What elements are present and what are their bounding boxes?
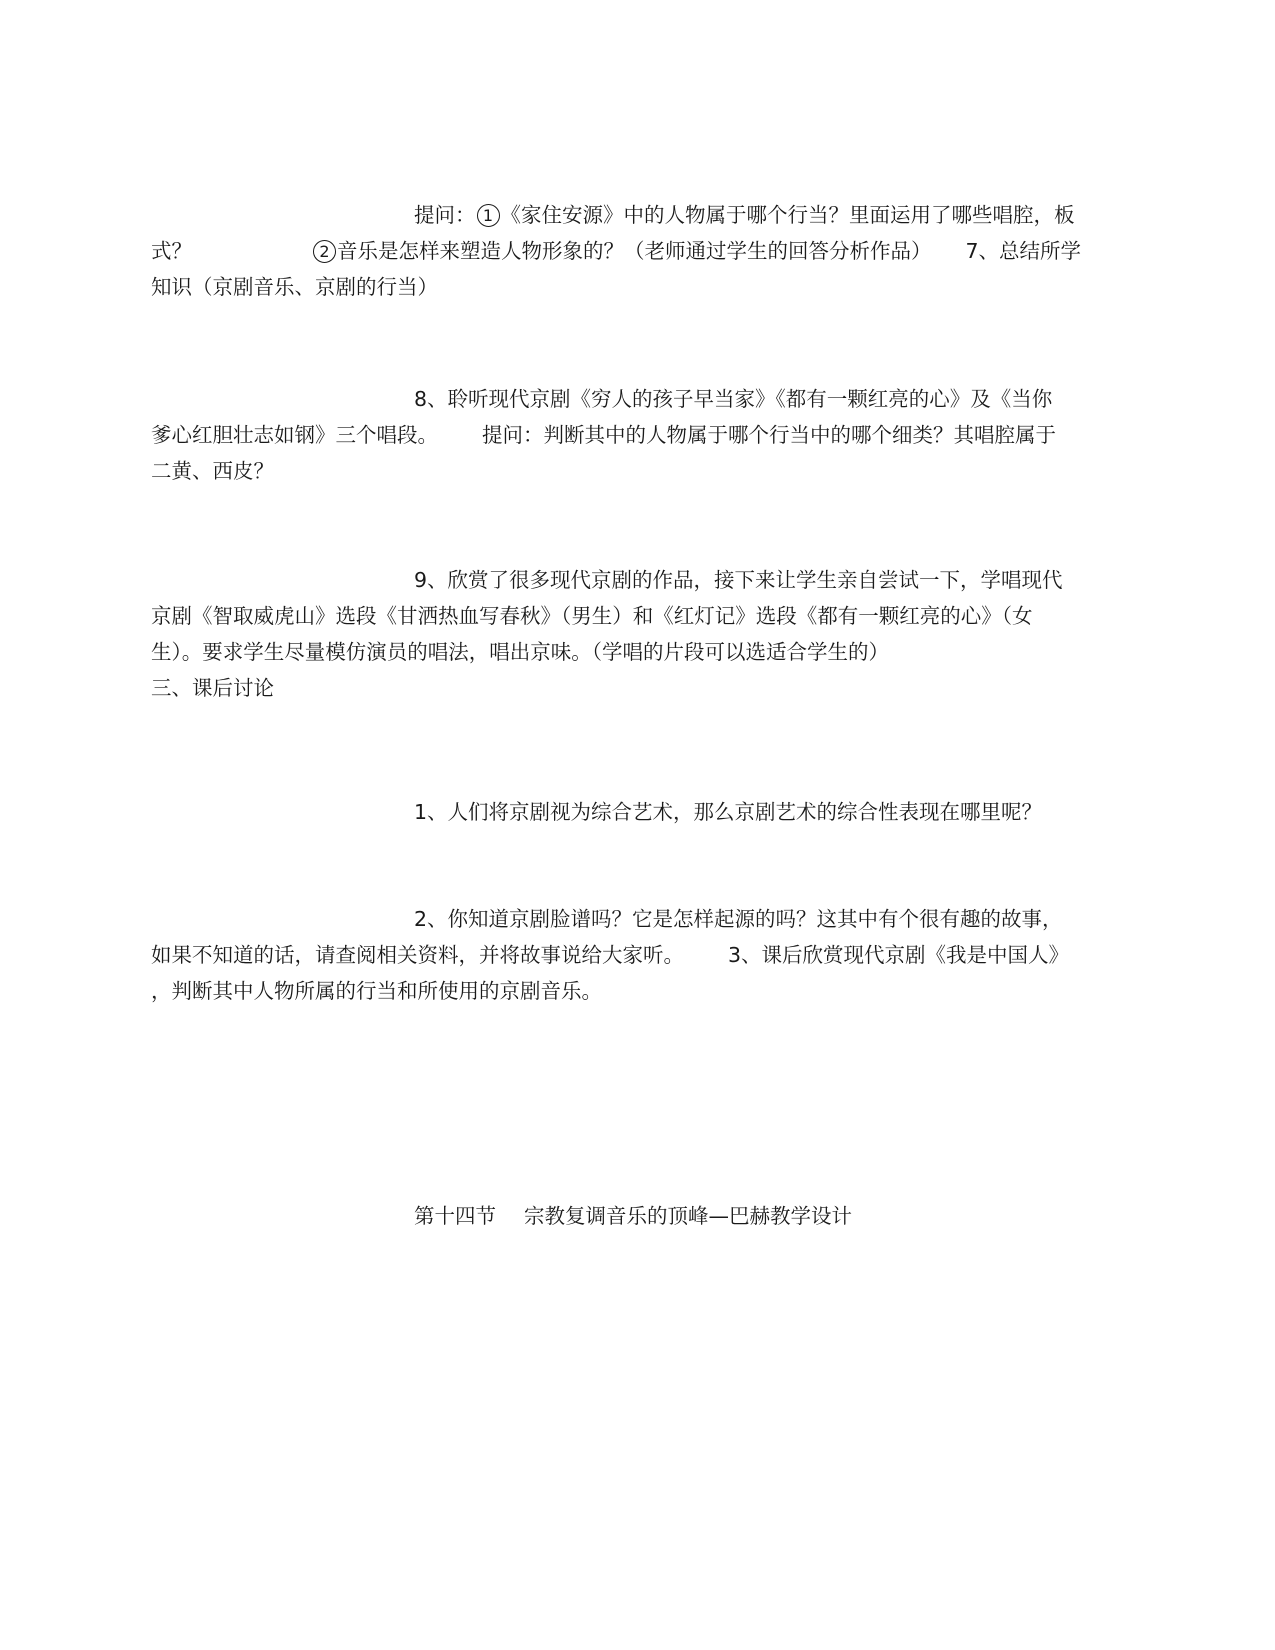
step-9-line-2: 京剧《智取威虎山》选段《甘洒热血写春秋》（男生）和《红灯记》选段《都有一颗红亮的心》（女 <box>151 604 1033 628</box>
next-section-heading <box>414 1201 852 1231</box>
section-number: 第十四节 <box>414 1204 496 1228</box>
circled-number-2: 2 <box>313 240 336 263</box>
step-8-line-3: 二黄、西皮？ <box>151 459 274 483</box>
question-line-3 <box>151 272 438 302</box>
discussion-item-3-line-2: ，判断其中人物所属的行当和所使用的京剧音乐。 <box>151 979 602 1003</box>
step-9-line-3: 生）。要求学生尽量模仿演员的唱法，唱出京味。（学唱的片段可以选适合学生的） <box>151 640 889 664</box>
discussion-item-3: 3、课后欣赏现代京剧《我是中国人》 <box>728 943 1070 967</box>
discussion-item-2-line-1: 2、你知道京剧脸谱吗？它是怎样起源的吗？这其中有个很有趣的故事， <box>414 907 1063 931</box>
question-1-text-cont: 式？ <box>151 239 192 263</box>
section-title: 宗教复调音乐的顶峰—巴赫教学设计 <box>524 1204 852 1228</box>
step-8-line-1: 8、聆听现代京剧《穷人的孩子早当家》《都有一颗红亮的心》及《当你 <box>414 387 1053 411</box>
section-heading-discussion: 三、课后讨论 <box>151 676 274 700</box>
question-2-text: 音乐是怎样来塑造人物形象的？（老师通过学生的回答分析作品） <box>337 239 932 263</box>
question-prefix: 提问： <box>414 203 476 227</box>
discussion-item-2-line-2 <box>151 940 1069 970</box>
step-7-text-cont: 知识（京剧音乐、京剧的行当） <box>151 275 438 299</box>
question-line-1 <box>414 200 1075 230</box>
circled-number-1: 1 <box>477 204 500 227</box>
discussion-item-2-text-cont: 如果不知道的话，请查阅相关资料，并将故事说给大家听。 <box>151 943 684 967</box>
discussion-item-1: 1、人们将京剧视为综合艺术，那么京剧艺术的综合性表现在哪里呢？ <box>414 800 1043 824</box>
step-7-text: 7、总结所学 <box>965 239 1082 263</box>
question-1-text: 《家住安源》中的人物属于哪个行当？里面运用了哪些唱腔，板 <box>500 203 1075 227</box>
step-8-line-2 <box>151 420 1056 450</box>
step-9-line-1: 9、欣赏了很多现代京剧的作品，接下来让学生亲自尝试一下，学唱现代 <box>414 568 1063 592</box>
step-8-text-cont: 爹心红胆壮志如钢》三个唱段。 <box>151 423 438 447</box>
step-8-question: 提问：判断其中的人物属于哪个行当中的哪个细类？其唱腔属于 <box>482 423 1056 447</box>
question-line-2 <box>151 236 1081 266</box>
